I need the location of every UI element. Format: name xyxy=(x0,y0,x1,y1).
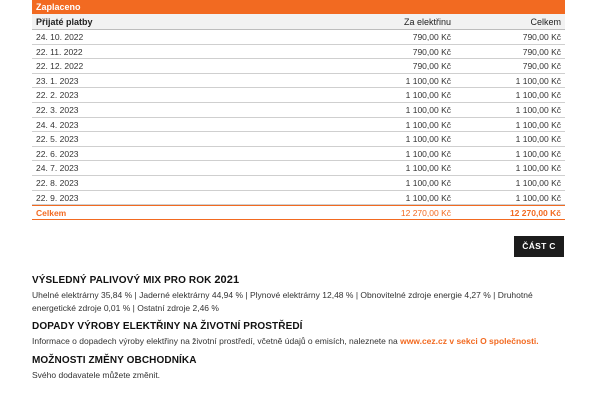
cell-electricity: 1 100,00 Kč xyxy=(405,104,451,115)
cell-date: 22. 6. 2023 xyxy=(36,148,79,159)
cell-date: 22. 9. 2023 xyxy=(36,192,79,203)
cell-total: 1 100,00 Kč xyxy=(515,192,561,203)
cell-date: 22. 8. 2023 xyxy=(36,177,79,188)
table-row xyxy=(32,176,565,191)
cell-date: 22. 11. 2022 xyxy=(36,46,83,57)
cell-total: 790,00 Kč xyxy=(522,61,561,72)
cell-date: 24. 10. 2022 xyxy=(36,32,84,42)
cell-date: 24. 7. 2023 xyxy=(36,163,79,174)
info-sections xyxy=(32,274,568,382)
cell-electricity: 790,00 Kč xyxy=(412,46,451,57)
cell-electricity: 1 100,00 Kč xyxy=(405,177,451,188)
cell-date: 22. 5. 2023 xyxy=(36,134,79,145)
environment-paragraph xyxy=(32,335,568,348)
fuel-mix-section xyxy=(32,274,568,315)
cell-date: 22. 2. 2023 xyxy=(36,90,79,101)
cell-electricity: 1 100,00 Kč xyxy=(405,163,451,174)
fuel-mix-text: Uhelné elektrárny 35,84 % | Jaderné elektrárny 44,94 % | Plynové elektrárny 12,48 % | Obnovitelné zdroje energie 4,27 % | Druhotné energetické zdroje 0,01 % | Ostatní zdroje 2,46 % xyxy=(32,290,533,313)
change-title: MOŽNOSTI ZMĚNY OBCHODNÍKA xyxy=(32,355,197,366)
total-sum: 12 270,00 Kč xyxy=(509,208,561,219)
fuel-mix-title-text: VÝSLEDNÝ PALIVOVÝ MIX PRO ROK xyxy=(32,275,212,286)
payments-table xyxy=(32,0,565,220)
cell-electricity: 1 100,00 Kč xyxy=(405,119,451,130)
cell-total: 1 100,00 Kč xyxy=(515,177,561,188)
table-row xyxy=(32,161,565,176)
cell-date: 24. 4. 2023 xyxy=(36,119,79,130)
cell-total: 1 100,00 Kč xyxy=(515,75,561,86)
table-row xyxy=(32,147,565,162)
cell-total: 1 100,00 Kč xyxy=(515,119,561,130)
header-payments: Přijaté platby xyxy=(36,17,93,27)
fuel-mix-year: 2021 xyxy=(214,274,240,286)
cell-date: 23. 1. 2023 xyxy=(36,75,79,86)
cez-link[interactable]: www.cez.cz v sekci O společnosti. xyxy=(400,336,539,346)
cell-electricity: 1 100,00 Kč xyxy=(405,192,451,203)
environment-title: DOPADY VÝROBY ELEKTŘINY NA ŽIVOTNÍ PROSTŘEDÍ xyxy=(32,321,303,332)
table-row xyxy=(32,103,565,118)
section-label: Zaplaceno xyxy=(32,0,565,14)
cell-electricity: 1 100,00 Kč xyxy=(405,90,451,101)
total-row xyxy=(32,205,565,220)
table-row xyxy=(32,74,565,89)
table-body xyxy=(32,30,565,205)
cell-total: 790,00 Kč xyxy=(522,46,561,57)
cell-date: 22. 3. 2023 xyxy=(36,104,79,115)
environment-text: Informace o dopadech výroby elektřiny na životní prostředí, včetně údajů o emisích, naleznete na xyxy=(32,336,401,346)
cell-electricity: 1 100,00 Kč xyxy=(405,148,451,159)
cell-electricity: 1 100,00 Kč xyxy=(405,134,451,145)
cell-total: 1 100,00 Kč xyxy=(515,104,561,115)
cell-total: 790,00 Kč xyxy=(522,32,561,42)
cell-electricity: 790,00 Kč xyxy=(412,61,451,72)
change-text: Svého dodavatele můžete změnit. xyxy=(32,370,161,380)
cell-electricity: 790,00 Kč xyxy=(412,32,451,42)
cell-total: 1 100,00 Kč xyxy=(515,134,561,145)
part-c-button[interactable]: ČÁST C xyxy=(514,236,564,257)
table-row xyxy=(32,30,565,45)
table-row xyxy=(32,118,565,133)
change-section xyxy=(32,355,568,382)
environment-section xyxy=(32,321,568,348)
header-total: Celkem xyxy=(530,17,561,27)
table-header xyxy=(32,14,565,30)
cell-total: 1 100,00 Kč xyxy=(515,163,561,174)
table-row xyxy=(32,45,565,60)
cell-total: 1 100,00 Kč xyxy=(515,148,561,159)
cell-total: 1 100,00 Kč xyxy=(515,90,561,101)
table-row xyxy=(32,88,565,103)
fuel-mix-title xyxy=(32,274,568,286)
total-electricity: 12 270,00 Kč xyxy=(400,208,451,219)
cell-date: 22. 12. 2022 xyxy=(36,61,84,72)
table-row xyxy=(32,132,565,147)
header-electricity: Za elektřinu xyxy=(403,17,451,27)
table-row xyxy=(32,191,565,206)
table-row xyxy=(32,59,565,74)
total-label: Celkem xyxy=(36,208,67,219)
cell-electricity: 1 100,00 Kč xyxy=(405,75,451,86)
